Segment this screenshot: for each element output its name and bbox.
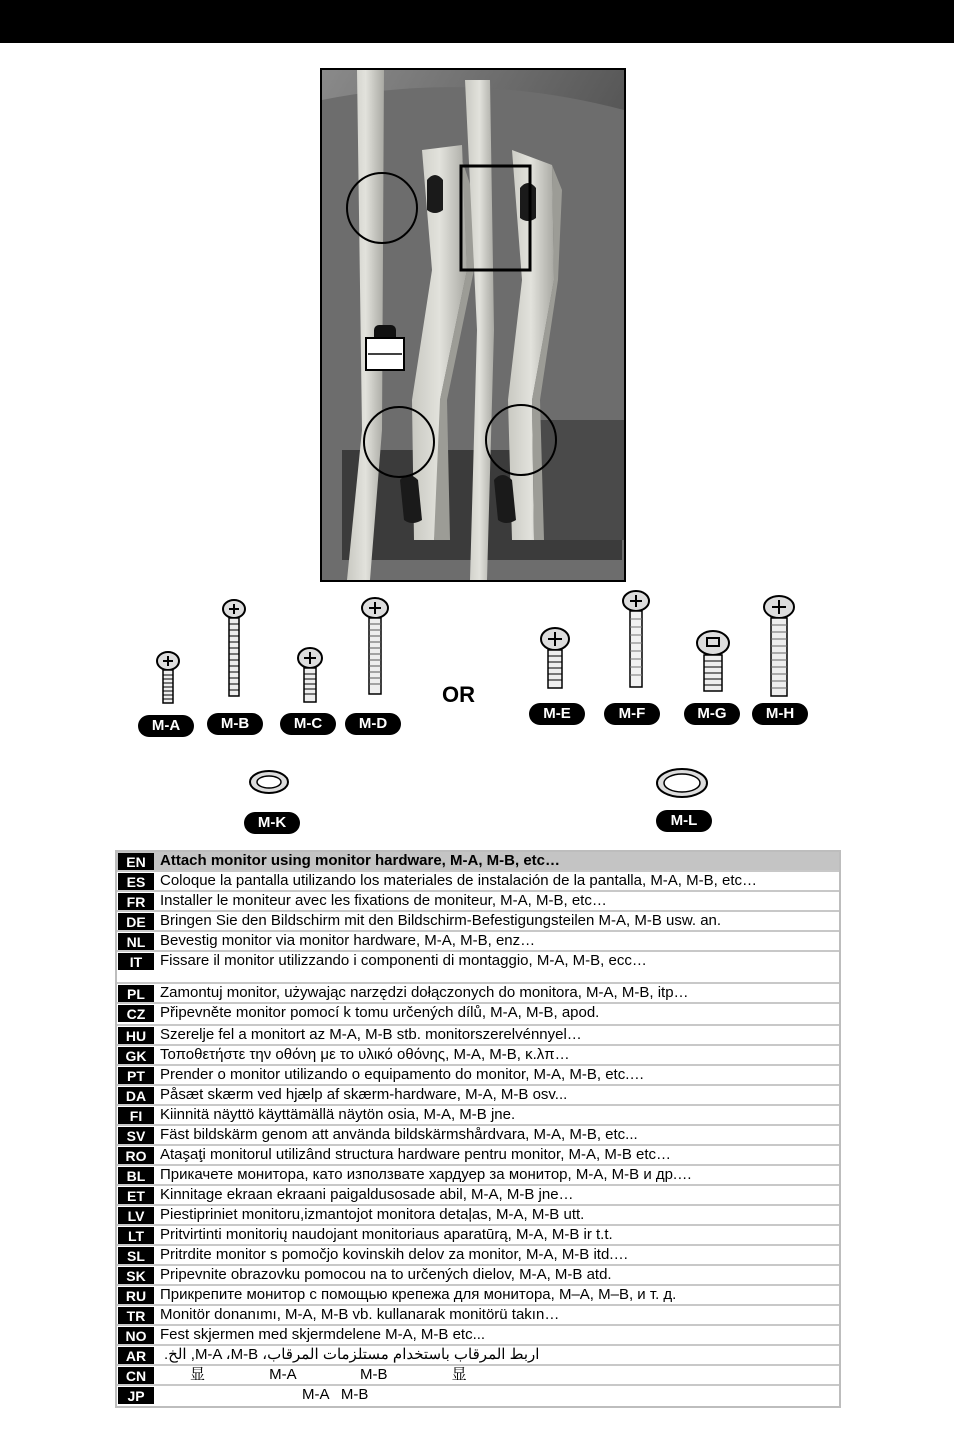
top-header-bar — [0, 0, 954, 43]
label-m-g: M-G — [684, 703, 740, 725]
screw-m-h-icon — [762, 595, 796, 699]
label-m-e: M-E — [529, 703, 585, 725]
lang-code: RO — [118, 1147, 154, 1164]
lang-code: TR — [118, 1307, 154, 1324]
instruction-text: Zamontuj monitor, używając narzędzi dołączonych do monitora, M-A, M-B, itp… — [160, 984, 689, 1001]
instruction-text: Piestipriniet monitoru,izmantojot monitora detaļas, M-A, M-B utt. — [160, 1206, 585, 1223]
lang-code: LT — [118, 1227, 154, 1244]
screw-m-d-icon — [360, 597, 390, 697]
instruction-row-et — [117, 1186, 839, 1206]
label-m-b: M-B — [207, 713, 263, 735]
label-m-a: M-A — [138, 715, 194, 737]
instruction-row-pt — [117, 1066, 839, 1086]
instruction-text: M-A M-B — [302, 1386, 369, 1403]
instruction-row-ru — [117, 1286, 839, 1306]
instruction-text: Monitör donanımı, M-A, M-B vb. kullanarak monitörü takın… — [160, 1306, 560, 1323]
instruction-text: Kiinnitä näyttö käyttämällä näytön osia, M-A, M-B jne. — [160, 1106, 516, 1123]
lang-code: DE — [118, 913, 154, 930]
bracket-illustration — [322, 70, 624, 580]
instruction-row-nl — [117, 932, 839, 952]
lang-code: SK — [118, 1267, 154, 1284]
screw-m-f-icon — [621, 590, 651, 690]
lang-code: BL — [118, 1167, 154, 1184]
label-m-h: M-H — [752, 703, 808, 725]
screw-m-b-icon — [221, 599, 247, 699]
instruction-row-fr — [117, 892, 839, 912]
instruction-text: Szerelje fel a monitort az M-A, M-B stb. monitorszerelvénnyel… — [160, 1026, 582, 1043]
instruction-row-bl — [117, 1166, 839, 1186]
washer-m-k-icon — [247, 767, 291, 797]
lang-code: PL — [118, 985, 154, 1002]
lang-code: IT — [118, 953, 154, 970]
instruction-text: Ataşaţi monitorul utilizând structura hardware pentru monitor, M-A, M-B etc… — [160, 1146, 672, 1163]
instruction-text: Fest skjermen med skjermdelene M-A, M-B etc... — [160, 1326, 486, 1343]
lang-code: LV — [118, 1207, 154, 1224]
instruction-row-en — [117, 852, 839, 872]
instruction-row-jp — [117, 1386, 839, 1406]
lang-code: CZ — [118, 1005, 154, 1022]
lang-code: SV — [118, 1127, 154, 1144]
instruction-text: Τοποθετήστε την οθόνη με το υλικό οθόνης, M-A, M-B, κ.λπ… — [160, 1046, 570, 1063]
instruction-text: Kinnitage ekraan ekraani paigaldusosade abil, M-A, M-B jne… — [160, 1186, 574, 1203]
instruction-row-ar — [117, 1346, 839, 1366]
instruction-row-ro — [117, 1146, 839, 1166]
lang-code: NO — [118, 1327, 154, 1344]
instruction-row-cn — [117, 1366, 839, 1386]
lang-code: FR — [118, 893, 154, 910]
instruction-text: Bevestig monitor via monitor hardware, M-A, M-B, enz… — [160, 932, 536, 949]
screw-m-a-icon — [155, 651, 181, 706]
label-m-k: M-K — [244, 812, 300, 834]
screw-m-e-icon — [539, 627, 571, 691]
instruction-row-pl — [117, 984, 839, 1004]
instruction-row-hu — [117, 1026, 839, 1046]
instruction-text: Coloque la pantalla utilizando los materiales de instalación de la pantalla, M-A, M-B, etc… — [160, 872, 757, 889]
hardware-parts — [0, 585, 954, 845]
label-m-d: M-D — [345, 713, 401, 735]
screw-m-g-icon — [695, 630, 731, 694]
instruction-row-gk — [117, 1046, 839, 1066]
instruction-row-de — [117, 912, 839, 932]
instruction-row-sl — [117, 1246, 839, 1266]
label-m-f: M-F — [604, 703, 660, 725]
instruction-text: 显 M-A M-B 显 — [190, 1366, 467, 1383]
instruction-text: Pritvirtinti monitorių naudojant monitoriaus aparatūrą, M-A, M-B ir t.t. — [160, 1226, 613, 1243]
instruction-row-es — [117, 872, 839, 892]
lang-code: HU — [118, 1027, 154, 1044]
instruction-text: Fäst bildskärm genom att använda bildskärmshårdvara, M-A, M-B, etc... — [160, 1126, 638, 1143]
instruction-text: Pripevnite obrazovku pomocou na to určených dielov, M-A, M-B atd. — [160, 1266, 612, 1283]
lang-code: DA — [118, 1087, 154, 1104]
instruction-text: Attach monitor using monitor hardware, M-A, M-B, etc… — [160, 852, 561, 869]
instruction-text: اربط المرقاب باستخدام مستلزمات المرقاب، M-A ،M-B, الخ. — [164, 1346, 540, 1363]
monitor-bracket-photo — [320, 68, 626, 582]
instruction-row-it — [117, 952, 839, 984]
lang-code: SL — [118, 1247, 154, 1264]
lang-code: RU — [118, 1287, 154, 1304]
lang-code: ES — [118, 873, 154, 890]
label-m-l: M-L — [656, 810, 712, 832]
instruction-row-lt — [117, 1226, 839, 1246]
instruction-text: Pritrdite monitor s pomočjo kovinskih delov za monitor, M-A, M-B itd.… — [160, 1246, 629, 1263]
instruction-text: Připevněte monitor pomocí k tomu určených dílů, M-A, M-B, apod. — [160, 1004, 600, 1021]
instruction-row-tr — [117, 1306, 839, 1326]
instruction-text: Прикачете монитора, като използвате хардуер за монитор, M-A, M-B и др.… — [160, 1166, 693, 1183]
lang-code: JP — [118, 1387, 154, 1404]
instruction-text: Bringen Sie den Bildschirm mit den Bildschirm-Befestigungsteilen M-A, M-B usw. an. — [160, 912, 722, 929]
instruction-row-no — [117, 1326, 839, 1346]
instruction-row-fi — [117, 1106, 839, 1126]
or-label: OR — [442, 682, 475, 707]
instruction-text: Prender o monitor utilizando o equipamento do monitor, M-A, M-B, etc.… — [160, 1066, 645, 1083]
lang-code: FI — [118, 1107, 154, 1124]
lang-code: PT — [118, 1067, 154, 1084]
instruction-row-lv — [117, 1206, 839, 1226]
label-m-c: M-C — [280, 713, 336, 735]
instruction-row-sk — [117, 1266, 839, 1286]
lang-code: AR — [118, 1347, 154, 1364]
washer-m-l-icon — [654, 765, 710, 801]
lang-code: CN — [118, 1367, 154, 1384]
instruction-text: Fissare il monitor utilizzando i componenti di montaggio, M-A, M-B, ecc… — [160, 952, 647, 969]
instruction-row-cz — [117, 1004, 839, 1026]
lang-code: ET — [118, 1187, 154, 1204]
instruction-table — [115, 850, 841, 1408]
instruction-text: Påsæt skærm ved hjælp af skærm-hardware, M-A, M-B osv... — [160, 1086, 568, 1103]
instruction-text: Installer le moniteur avec les fixations de moniteur, M-A, M-B, etc… — [160, 892, 607, 909]
lang-code: GK — [118, 1047, 154, 1064]
instruction-row-da — [117, 1086, 839, 1106]
lang-code: EN — [118, 853, 154, 870]
instruction-text: Прикрепите монитор с помощью крепежа для монитора, M–A, M–B, и т. д. — [160, 1286, 677, 1303]
screw-m-c-icon — [296, 647, 324, 705]
lang-code: NL — [118, 933, 154, 950]
instruction-row-sv — [117, 1126, 839, 1146]
